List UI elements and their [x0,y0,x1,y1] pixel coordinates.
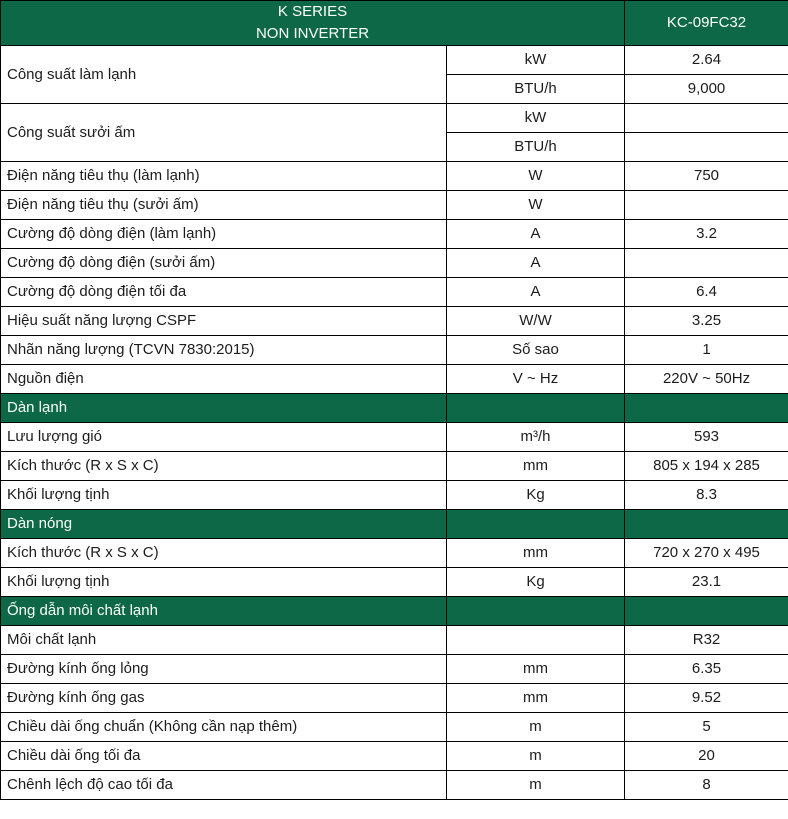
section-header-row [1,596,788,625]
spec-unit-cell: mm [447,538,625,567]
spec-row [1,306,788,335]
table-header-row [1,1,788,46]
spec-value-cell: 3.2 [625,219,788,248]
section-empty-cell [447,393,625,422]
spec-unit-cell: V ~ Hz [447,364,625,393]
model-name: KC-09FC32 [625,1,788,46]
spec-unit-cell: A [447,219,625,248]
section-header-row [1,393,788,422]
section-header-row [1,509,788,538]
spec-unit-cell: mm [447,451,625,480]
spec-label-cell: Nhãn năng lượng (TCVN 7830:2015) [1,335,447,364]
spec-value-cell: 2.64 [625,45,788,74]
spec-row [1,364,788,393]
series-title-line2: NON INVERTER [255,24,370,42]
section-empty-cell [625,509,788,538]
spec-value-cell: R32 [625,625,788,654]
spec-row [1,538,788,567]
section-empty-cell [447,596,625,625]
spec-value-cell: 23.1 [625,567,788,596]
spec-value-cell [625,103,788,132]
spec-row [1,219,788,248]
spec-unit-cell: m [447,741,625,770]
spec-value-cell [625,132,788,161]
spec-label-cell: Điện năng tiêu thụ (sưởi ấm) [1,190,447,219]
spec-row [1,480,788,509]
spec-value-cell: 8 [625,770,788,799]
spec-unit-cell: m³/h [447,422,625,451]
spec-unit-cell: A [447,248,625,277]
spec-unit-cell: m [447,712,625,741]
spec-unit-cell: A [447,277,625,306]
spec-row [1,45,788,74]
spec-label-cell: Kích thước (R x S x C) [1,538,447,567]
spec-label-cell: Đường kính ống gas [1,683,447,712]
spec-unit-cell: Kg [447,480,625,509]
section-title: Ống dẫn môi chất lạnh [1,596,447,625]
spec-value-cell: 9,000 [625,74,788,103]
spec-unit-cell: m [447,770,625,799]
spec-unit-cell: mm [447,654,625,683]
spec-label-cell: Cường độ dòng điện tối đa [1,277,447,306]
spec-row [1,277,788,306]
spec-value-cell [625,248,788,277]
spec-label-cell: Môi chất lạnh [1,625,447,654]
spec-row [1,103,788,132]
spec-label-cell: Cường độ dòng điện (sưởi ấm) [1,248,447,277]
spec-unit-cell: BTU/h [447,132,625,161]
spec-value-cell: 720 x 270 x 495 [625,538,788,567]
spec-label-cell: Nguồn điện [1,364,447,393]
spec-unit-cell [447,625,625,654]
spec-label-cell: Lưu lượng gió [1,422,447,451]
spec-label-cell: Đường kính ống lỏng [1,654,447,683]
section-title: Dàn lạnh [1,393,447,422]
spec-label-cell: Cường độ dòng điện (làm lạnh) [1,219,447,248]
spec-unit-cell: kW [447,103,625,132]
spec-value-cell: 20 [625,741,788,770]
spec-unit-cell: W [447,161,625,190]
spec-value-cell: 5 [625,712,788,741]
spec-value-cell: 6.4 [625,277,788,306]
series-title [1,1,625,46]
spec-unit-cell: Số sao [447,335,625,364]
section-empty-cell [447,509,625,538]
spec-value-cell: 593 [625,422,788,451]
section-empty-cell [625,596,788,625]
spec-row [1,248,788,277]
spec-label-cell: Khối lượng tịnh [1,567,447,596]
section-empty-cell [625,393,788,422]
spec-value-cell [625,190,788,219]
spec-row [1,422,788,451]
spec-label-cell: Hiệu suất năng lượng CSPF [1,306,447,335]
spec-unit-cell: BTU/h [447,74,625,103]
spec-row [1,683,788,712]
spec-unit-cell: Kg [447,567,625,596]
spec-value-cell: 3.25 [625,306,788,335]
spec-unit-cell: W [447,190,625,219]
spec-value-cell: 805 x 194 x 285 [625,451,788,480]
spec-value-cell: 750 [625,161,788,190]
spec-label-cell: Công suất sưởi ấm [1,103,447,161]
spec-label-cell: Khối lượng tịnh [1,480,447,509]
spec-row [1,567,788,596]
series-title-line1: K SERIES [277,3,348,20]
spec-row [1,161,788,190]
spec-label-cell: Chiều dài ống tối đa [1,741,447,770]
spec-label-cell: Chiều dài ống chuẩn (Không cần nạp thêm) [1,712,447,741]
spec-value-cell: 1 [625,335,788,364]
spec-row [1,451,788,480]
spec-row [1,335,788,364]
section-title: Dàn nóng [1,509,447,538]
spec-row [1,712,788,741]
spec-row [1,190,788,219]
spec-value-cell: 9.52 [625,683,788,712]
spec-value-cell: 220V ~ 50Hz [625,364,788,393]
spec-value-cell: 6.35 [625,654,788,683]
spec-label-cell: Công suất làm lạnh [1,45,447,103]
spec-value-cell: 8.3 [625,480,788,509]
spec-label-cell: Điện năng tiêu thụ (làm lạnh) [1,161,447,190]
spec-row [1,654,788,683]
spec-unit-cell: W/W [447,306,625,335]
spec-row [1,770,788,799]
spec-label-cell: Chênh lệch độ cao tối đa [1,770,447,799]
spec-unit-cell: mm [447,683,625,712]
spec-row [1,625,788,654]
spec-row [1,741,788,770]
spec-unit-cell: kW [447,45,625,74]
spec-label-cell: Kích thước (R x S x C) [1,451,447,480]
